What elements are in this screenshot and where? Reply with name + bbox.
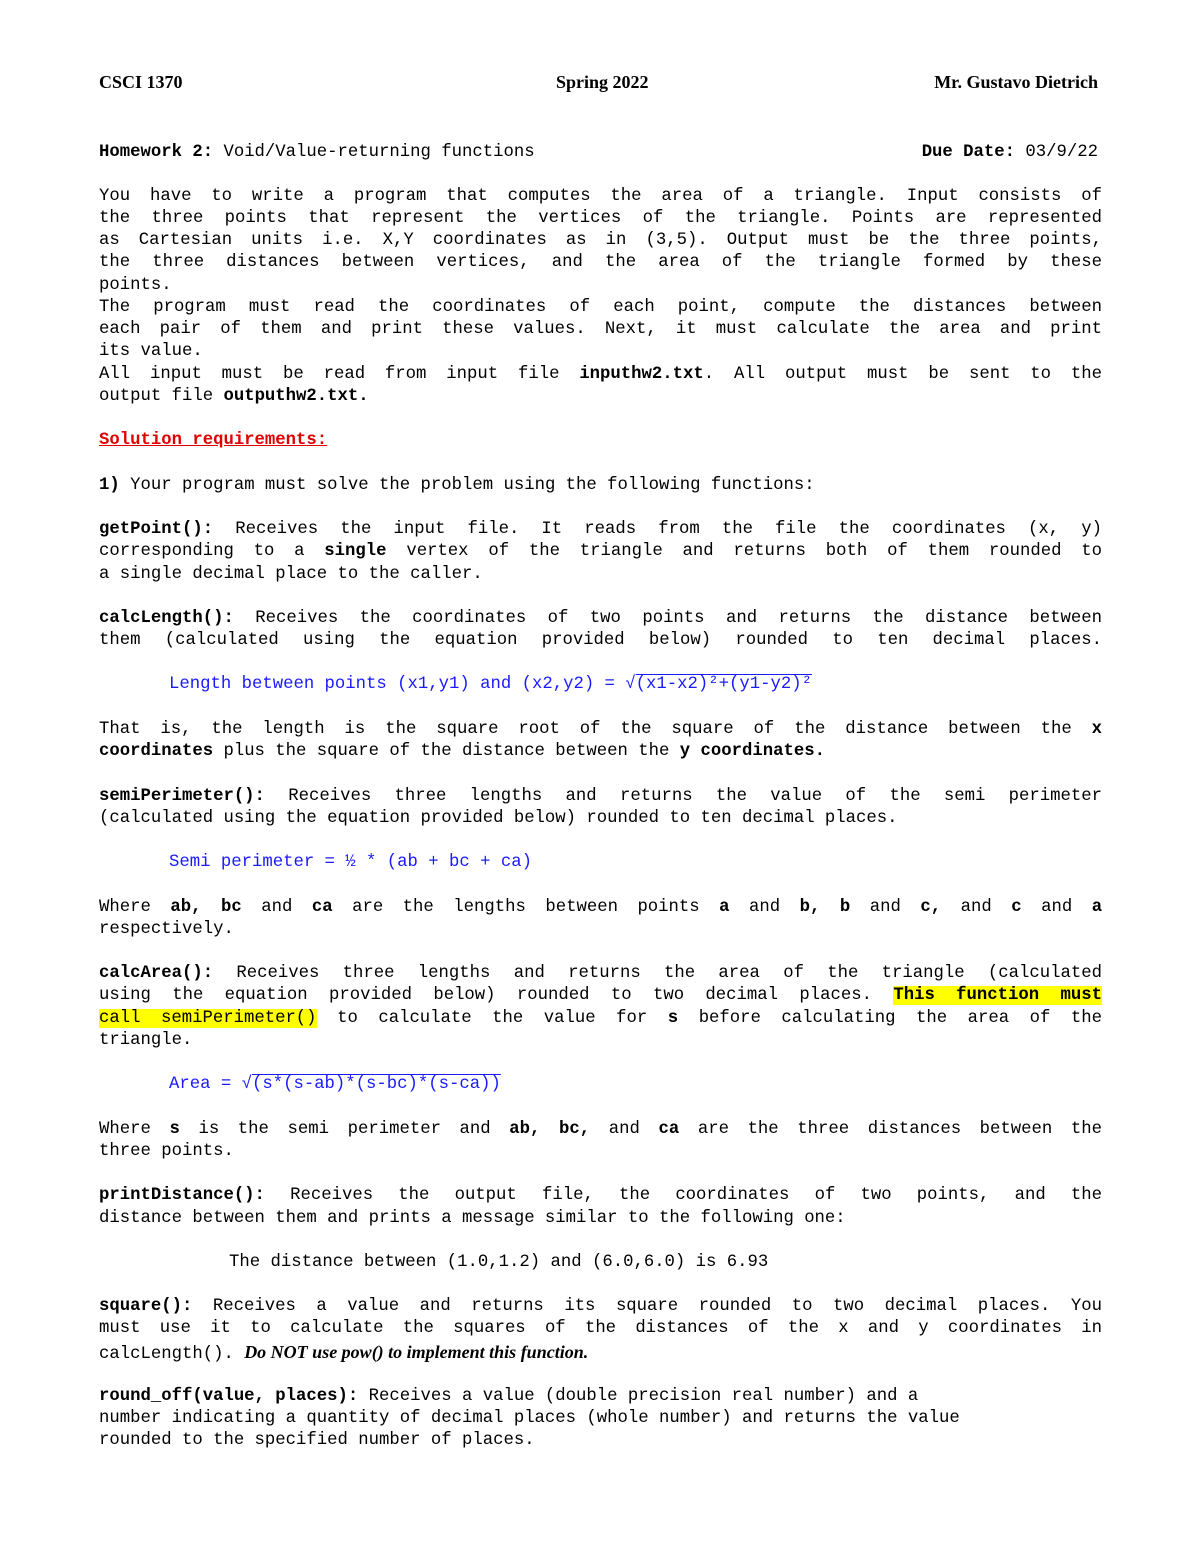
getpoint-desc: corresponding to a single vertex of the triangle and returns both of them rounded to bbox=[99, 542, 1102, 561]
course-code: CSCI 1370 bbox=[99, 72, 183, 92]
roundoff-desc: rounded to the specified number of places. bbox=[99, 1431, 535, 1450]
printdistance-desc: distance between them and prints a message similar to the following one: bbox=[99, 1209, 846, 1228]
instructor: Mr. Gustavo Dietrich bbox=[934, 72, 1098, 92]
square-desc: must use it to calculate the squares of the distances of the x and y coordinates in bbox=[99, 1319, 1102, 1338]
intro-line: The program must read the coordinates of each point, compute the distances between bbox=[99, 298, 1102, 317]
square-desc: calcLength(). Do NOT use pow() to implement this function. bbox=[99, 1342, 589, 1364]
semiperimeter-where: Where ab, bc and ca are the lengths between points a and b, b and c, and c and a bbox=[99, 898, 1103, 917]
intro-line: points. bbox=[99, 276, 172, 295]
semiperimeter-desc: semiPerimeter(): Receives three lengths and returns the value of the semi perimeter bbox=[99, 787, 1103, 806]
intro-line: output file outputhw2.txt. bbox=[99, 387, 369, 406]
calcarea-where: Where s is the semi perimeter and ab, bc, and ca are the three distances between the bbox=[99, 1120, 1102, 1139]
homework-title: Homework 2: Void/Value-returning functions bbox=[99, 143, 535, 162]
calclength-desc: them (calculated using the equation provided below) rounded to ten decimal places. bbox=[99, 631, 1102, 650]
calcarea-desc: triangle. bbox=[99, 1031, 193, 1050]
roundoff-desc: number indicating a quantity of decimal places (whole number) and returns the value bbox=[99, 1409, 960, 1428]
requirement-1: 1) Your program must solve the problem using the following functions: bbox=[99, 476, 815, 495]
semiperimeter-where: respectively. bbox=[99, 920, 234, 939]
printdistance-example: The distance between (1.0,1.2) and (6.0,6.0) is 6.93 bbox=[229, 1253, 769, 1272]
solution-heading: Solution requirements: bbox=[99, 431, 328, 450]
calcarea-desc: calcArea(): Receives three lengths and returns the area of the triangle (calculated bbox=[99, 964, 1102, 983]
intro-line: All input must be read from input file inputhw2.txt. All output must be sent to the bbox=[99, 365, 1102, 384]
calcarea-where: three points. bbox=[99, 1142, 234, 1161]
calclength-explanation: That is, the length is the square root of the square of the distance between the x bbox=[99, 720, 1102, 739]
calcarea-desc: using the equation provided below) rounded to two decimal places. This function must bbox=[99, 986, 1102, 1005]
semiperimeter-equation: Semi perimeter = ½ * (ab + bc + ca) bbox=[169, 853, 532, 872]
intro-line: the three distances between vertices, and the area of the triangle formed by these bbox=[99, 253, 1102, 272]
intro-line: its value. bbox=[99, 342, 203, 361]
semiperimeter-desc: (calculated using the equation provided below) rounded to ten decimal places. bbox=[99, 809, 898, 828]
intro-line: as Cartesian units i.e. X,Y coordinates as in (3,5). Output must be the three points, bbox=[99, 231, 1102, 250]
term: Spring 2022 bbox=[556, 72, 649, 92]
calclength-explanation: coordinates plus the square of the distance between the y coordinates. bbox=[99, 742, 825, 761]
getpoint-desc: a single decimal place to the caller. bbox=[99, 565, 483, 584]
due-date: Due Date: 03/9/22 bbox=[921, 143, 1098, 162]
intro-line: the three points that represent the vertices of the triangle. Points are represented bbox=[99, 209, 1102, 228]
getpoint-desc: getPoint(): Receives the input file. It reads from the file the coordinates (x, y) bbox=[99, 520, 1103, 539]
intro-line: each pair of them and print these values. Next, it must calculate the area and print bbox=[99, 320, 1102, 339]
calclength-desc: calcLength(): Receives the coordinates of two points and returns the distance between bbox=[99, 609, 1102, 628]
length-equation: Length between points (x1,y1) and (x2,y2) = √(x1-x2)²+(y1-y2)² bbox=[169, 675, 812, 694]
roundoff-desc: round_off(value, places): Receives a value (double precision real number) and a bbox=[99, 1387, 919, 1406]
intro-line: You have to write a program that computes the area of a triangle. Input consists of bbox=[99, 187, 1102, 206]
square-desc: square(): Receives a value and returns its square rounded to two decimal places. You bbox=[99, 1297, 1102, 1316]
area-equation: Area = √(s*(s-ab)*(s-bc)*(s-ca)) bbox=[169, 1075, 501, 1094]
printdistance-desc: printDistance(): Receives the output file, the coordinates of two points, and the bbox=[99, 1186, 1102, 1205]
calcarea-desc: call semiPerimeter() to calculate the value for s before calculating the area of the bbox=[99, 1009, 1102, 1028]
